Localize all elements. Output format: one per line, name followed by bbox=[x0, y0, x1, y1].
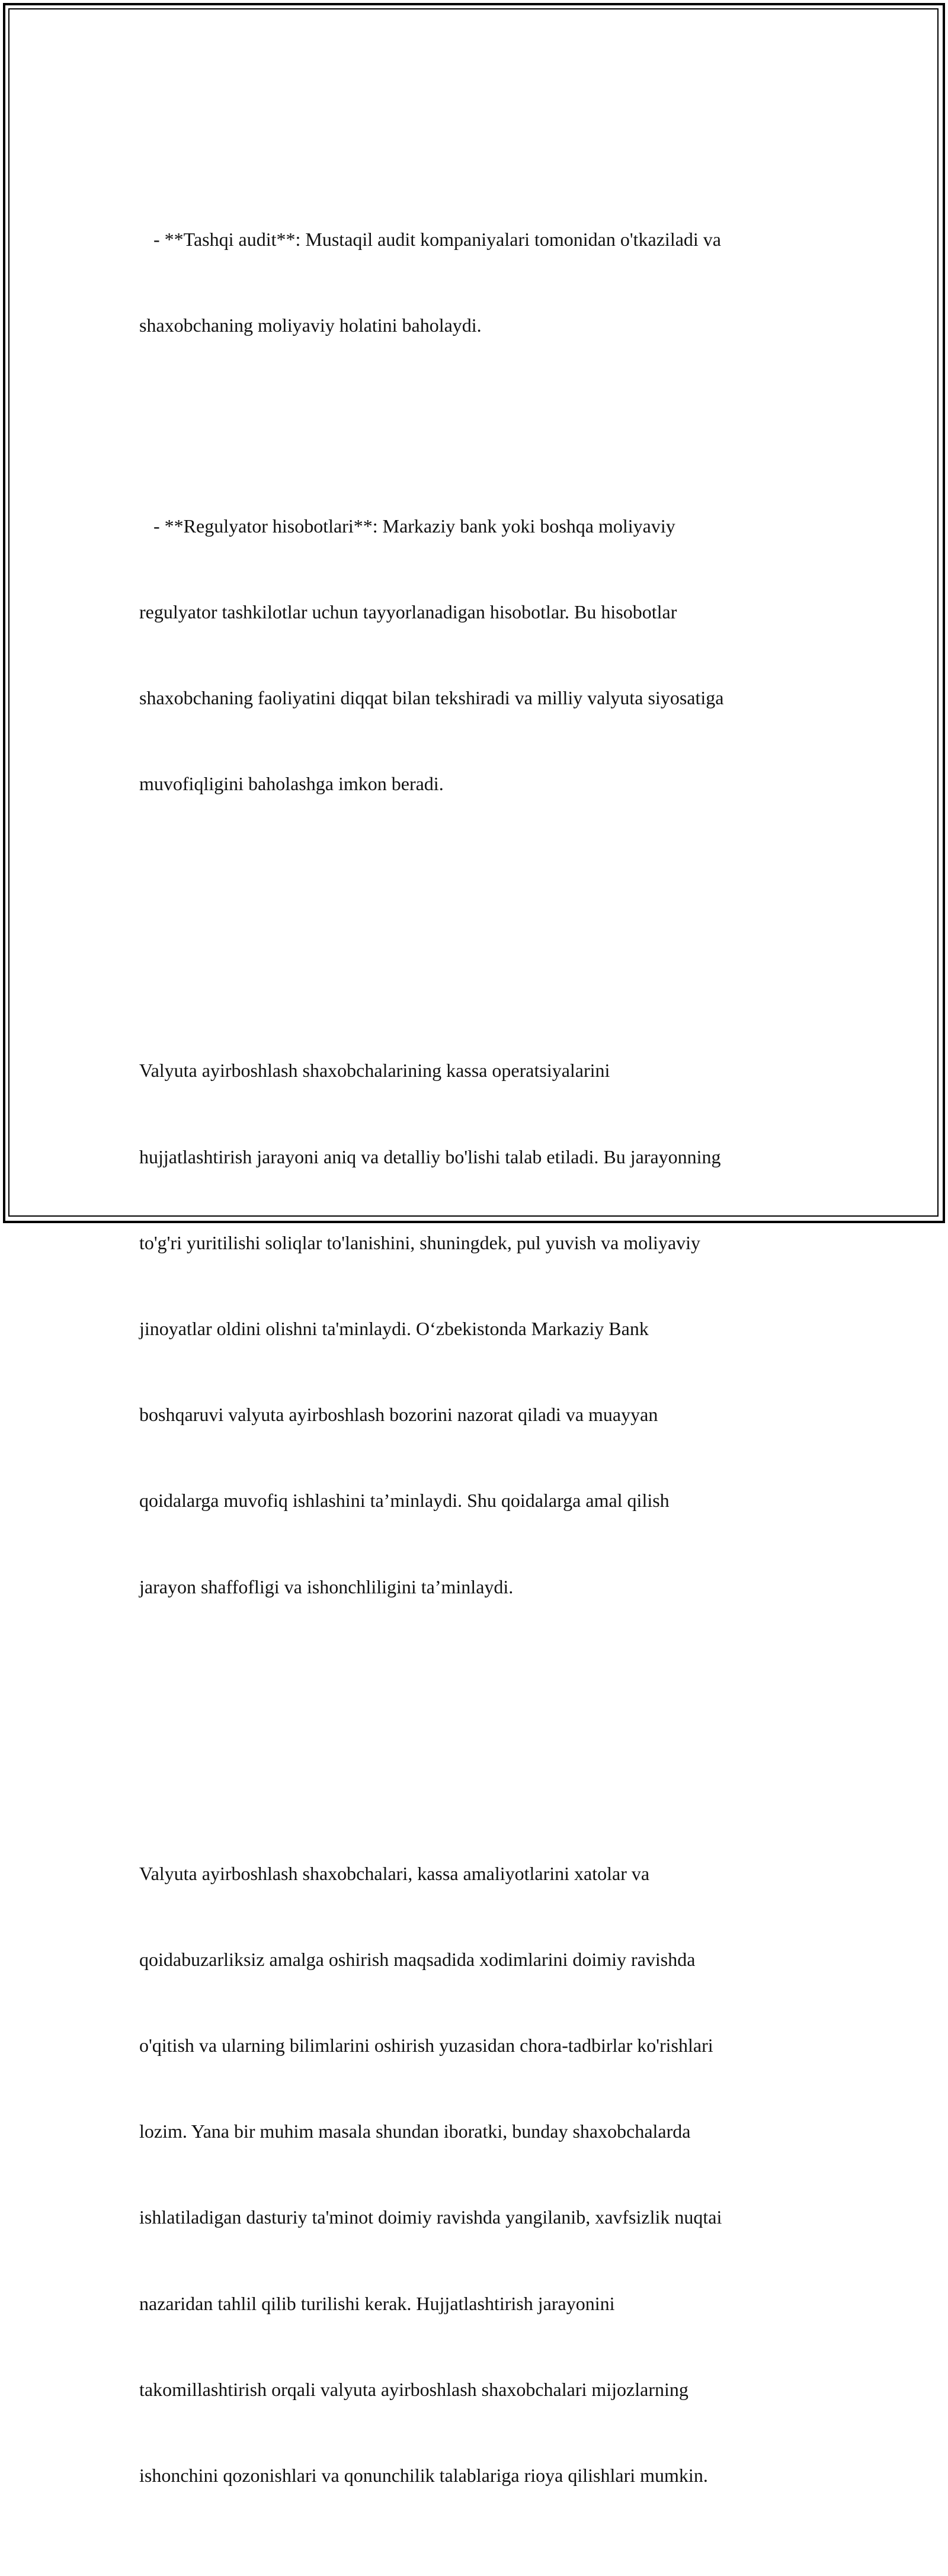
text-line: Valyuta ayirboshlash shaxobchalarining kassa operatsiyalarini bbox=[139, 1060, 610, 1082]
text-line: ishonchini qozonishlari va qonunchilik talablariga rioya qilishlari mumkin. bbox=[139, 2464, 708, 2486]
text-line: boshqaruvi valyuta ayirboshlash bozorini nazorat qiladi va muayyan bbox=[139, 1404, 658, 1426]
text-line: ishlatiladigan dasturiy ta'minot doimiy ravishda yangilanib, xavfsizlik nuqtai bbox=[139, 2206, 722, 2228]
text-line: - **Tashqi audit**: Mustaqil audit kompaniyalari tomonidan o'tkaziladi va bbox=[139, 228, 721, 250]
document-body bbox=[139, 110, 815, 2576]
text-line: Valyuta ayirboshlash shaxobchalari, kassa amaliyotlarini xatolar va bbox=[139, 1862, 650, 1884]
text-line: shaxobchaning faoliyatini diqqat bilan tekshiradi va milliy valyuta siyosatiga bbox=[139, 687, 724, 709]
paragraph-gap bbox=[139, 1716, 815, 1744]
text-line: o'qitish va ularning bilimlarini oshirish yuzasidan chora-tadbirlar ko'rishlari bbox=[139, 2034, 713, 2056]
text-line: to'g'ri yuritilishi soliqlar to'lanishini, shuningdek, pul yuvish va moliyaviy bbox=[139, 1231, 701, 1253]
text-line: qoidabuzarliksiz amalga oshirish maqsadida xodimlarini doimiy ravishda bbox=[139, 1948, 696, 1970]
text-line: - **Regulyator hisobotlari**: Markaziy bank yoki boshqa moliyaviy bbox=[139, 515, 675, 537]
text-line: takomillashtirish orqali valyuta ayirboshlash shaxobchalari mijozlarning bbox=[139, 2378, 688, 2400]
text-line: qoidalarga muvofiq ishlashini ta’minlaydi. Shu qoidalarga amal qilish bbox=[139, 1490, 670, 1512]
text-line: jarayon shaffofligi va ishonchliligini ta’minlaydi. bbox=[139, 1576, 514, 1597]
bullet-item-regulyator-hisobotlari bbox=[139, 454, 815, 856]
text-line: nazaridan tahlil qilib turilishi kerak. Hujjatlashtirish jarayonini bbox=[139, 2292, 615, 2314]
text-line: jinoyatlar oldini olishni ta'minlaydi. O‘zbekistonda Markaziy Bank bbox=[139, 1317, 649, 1339]
bullet-item-tashqi-audit bbox=[139, 168, 815, 397]
text-line: lozim. Yana bir muhim masala shundan iboratki, bunday shaxobchalarda bbox=[139, 2121, 691, 2142]
text-line: muvofiqligini baholashga imkon beradi. bbox=[139, 773, 444, 795]
text-line: shaxobchaning moliyaviy holatini baholaydi. bbox=[139, 314, 482, 336]
text-line: regulyator tashkilotlar uchun tayyorlanadigan hisobotlar. Bu hisobotlar bbox=[139, 601, 677, 623]
paragraph-gap bbox=[139, 913, 815, 941]
text-line: hujjatlashtirish jarayoni aniq va detalliy bo'lishi talab etiladi. Bu jarayonning bbox=[139, 1146, 721, 1167]
paragraph-staff-training bbox=[139, 1802, 815, 2547]
paragraph-documentation-process bbox=[139, 999, 815, 1658]
